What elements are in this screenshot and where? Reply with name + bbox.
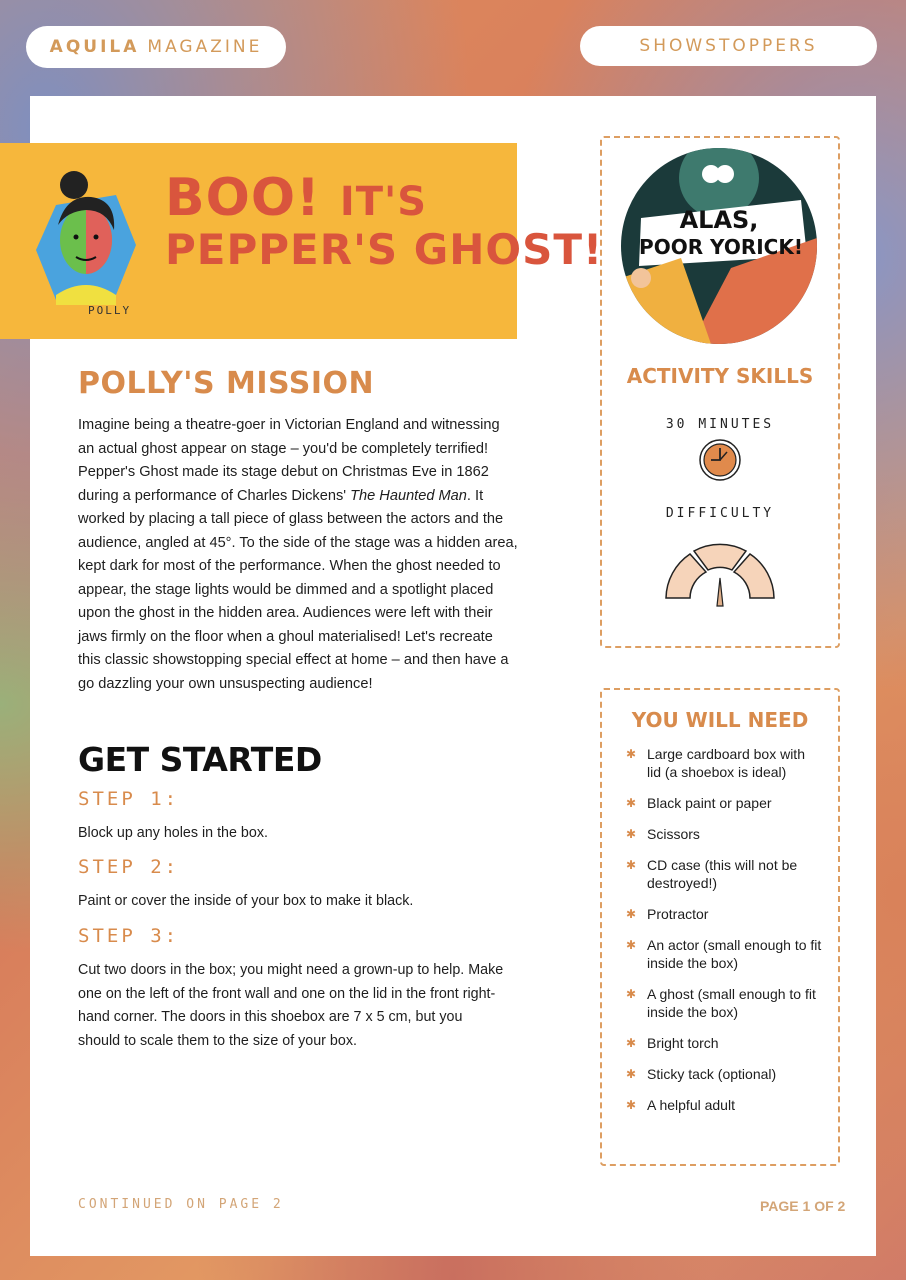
activity-skills-heading: ACTIVITY SKILLS (626, 364, 814, 388)
title-boo: BOO! (165, 168, 321, 228)
list-item-text: An actor (small enough to fit inside the box) (647, 937, 822, 971)
asterisk-bullet-icon: ✱ (626, 796, 637, 810)
asterisk-bullet-icon: ✱ (626, 827, 637, 841)
list-item-text: Black paint or paper (647, 795, 772, 811)
asterisk-bullet-icon: ✱ (626, 987, 637, 1001)
difficulty-label: DIFFICULTY (665, 506, 775, 521)
avatar-name: POLLY (88, 304, 132, 317)
list-item-text: Protractor (647, 906, 709, 922)
mission-text-part1: Imagine being a theatre-goer in Victorian England and witnessing an actual ghost appear on stage – you'd be completely terrified! Pepper's Ghost made its stage debut on Christmas Eve in 1862 during a performance of Charles Dickens' (78, 417, 500, 504)
list-item (622, 794, 822, 812)
asterisk-bullet-icon: ✱ (626, 858, 637, 872)
asterisk-bullet-icon: ✱ (626, 747, 637, 761)
mission-text-part2: . It worked by placing a tall piece of glass between the actors and the audience, angled at 45°. To the side of the stage was a hidden area, kept dark for most of the performance. When the ghost needed to appear, the stage lights would be dimmed and a spotlight placed upon the ghost in the hidden area. Audiences were left with their jaws firmly on the floor when a ghoul materialised! Let's recreate this classic showstopping special effect at home – and then have a go dazzling your own unsuspecting audience! (78, 487, 518, 692)
brand-suffix: MAGAZINE (147, 37, 263, 57)
title-its: IT'S (339, 179, 428, 225)
title-peppers-ghost: PEPPER'S GHOST! (165, 225, 604, 275)
list-item-text: Scissors (647, 826, 700, 842)
clock-icon (697, 438, 743, 482)
polly-avatar-icon (36, 165, 136, 315)
mission-heading: POLLY'S MISSION (78, 366, 375, 401)
asterisk-bullet-icon: ✱ (626, 1098, 637, 1112)
you-will-need-heading: YOU WILL NEED (631, 708, 809, 732)
mission-text (78, 414, 518, 696)
cover-title-line2: POOR YORICK! (639, 235, 803, 259)
step-3-label: STEP 3: (78, 925, 180, 947)
magazine-brand-pill[interactable] (26, 26, 286, 68)
list-item-text: Sticky tack (optional) (647, 1066, 777, 1082)
difficulty-gauge-icon (660, 540, 780, 610)
list-item (622, 1065, 822, 1083)
cover-title-line1: ALAS, (679, 206, 759, 234)
list-item (622, 1034, 822, 1052)
step-3-text: Cut two doors in the box; you might need a grown-up to help. Make one on the left of the front wall and one on the lid in the front right-hand corner. The doors in this shoebox are 7 x 5 cm, but you should to scale them to the size of your box. (78, 962, 504, 1049)
asterisk-bullet-icon: ✱ (626, 1036, 637, 1050)
list-item-text: CD case (this will not be destroyed!) (647, 857, 798, 891)
list-item-text: A helpful adult (647, 1097, 735, 1113)
list-item-text: A ghost (small enough to fit inside the box) (647, 986, 816, 1020)
list-item (622, 905, 822, 923)
section-pill[interactable] (580, 26, 877, 66)
brand-name: AQUILA (49, 37, 140, 57)
list-item (622, 1096, 822, 1114)
asterisk-bullet-icon: ✱ (626, 1067, 637, 1081)
continued-note[interactable]: CONTINUED ON PAGE 2 (78, 1197, 284, 1212)
time-label: 30 MINUTES (665, 417, 775, 432)
page-number: PAGE 1 OF 2 (760, 1198, 846, 1214)
list-item (622, 825, 822, 843)
list-item-text: Large cardboard box with lid (a shoebox is ideal) (647, 746, 805, 780)
list-item (622, 936, 822, 972)
step-2-text: Paint or cover the inside of your box to make it black. (78, 893, 414, 909)
step-2-label: STEP 2: (78, 856, 180, 878)
materials-list (622, 745, 822, 1127)
asterisk-bullet-icon: ✱ (626, 938, 637, 952)
step-1-label: STEP 1: (78, 788, 180, 810)
section-label: SHOWSTOPPERS (639, 36, 818, 56)
get-started-heading: GET STARTED (78, 740, 322, 779)
step-1-text: Block up any holes in the box. (78, 825, 268, 841)
list-item-text: Bright torch (647, 1035, 719, 1051)
asterisk-bullet-icon: ✱ (626, 907, 637, 921)
list-item (622, 745, 822, 781)
list-item (622, 856, 822, 892)
page-title (165, 170, 603, 273)
list-item (622, 985, 822, 1021)
book-title: The Haunted Man (350, 487, 467, 504)
book-cover-image (621, 148, 817, 344)
